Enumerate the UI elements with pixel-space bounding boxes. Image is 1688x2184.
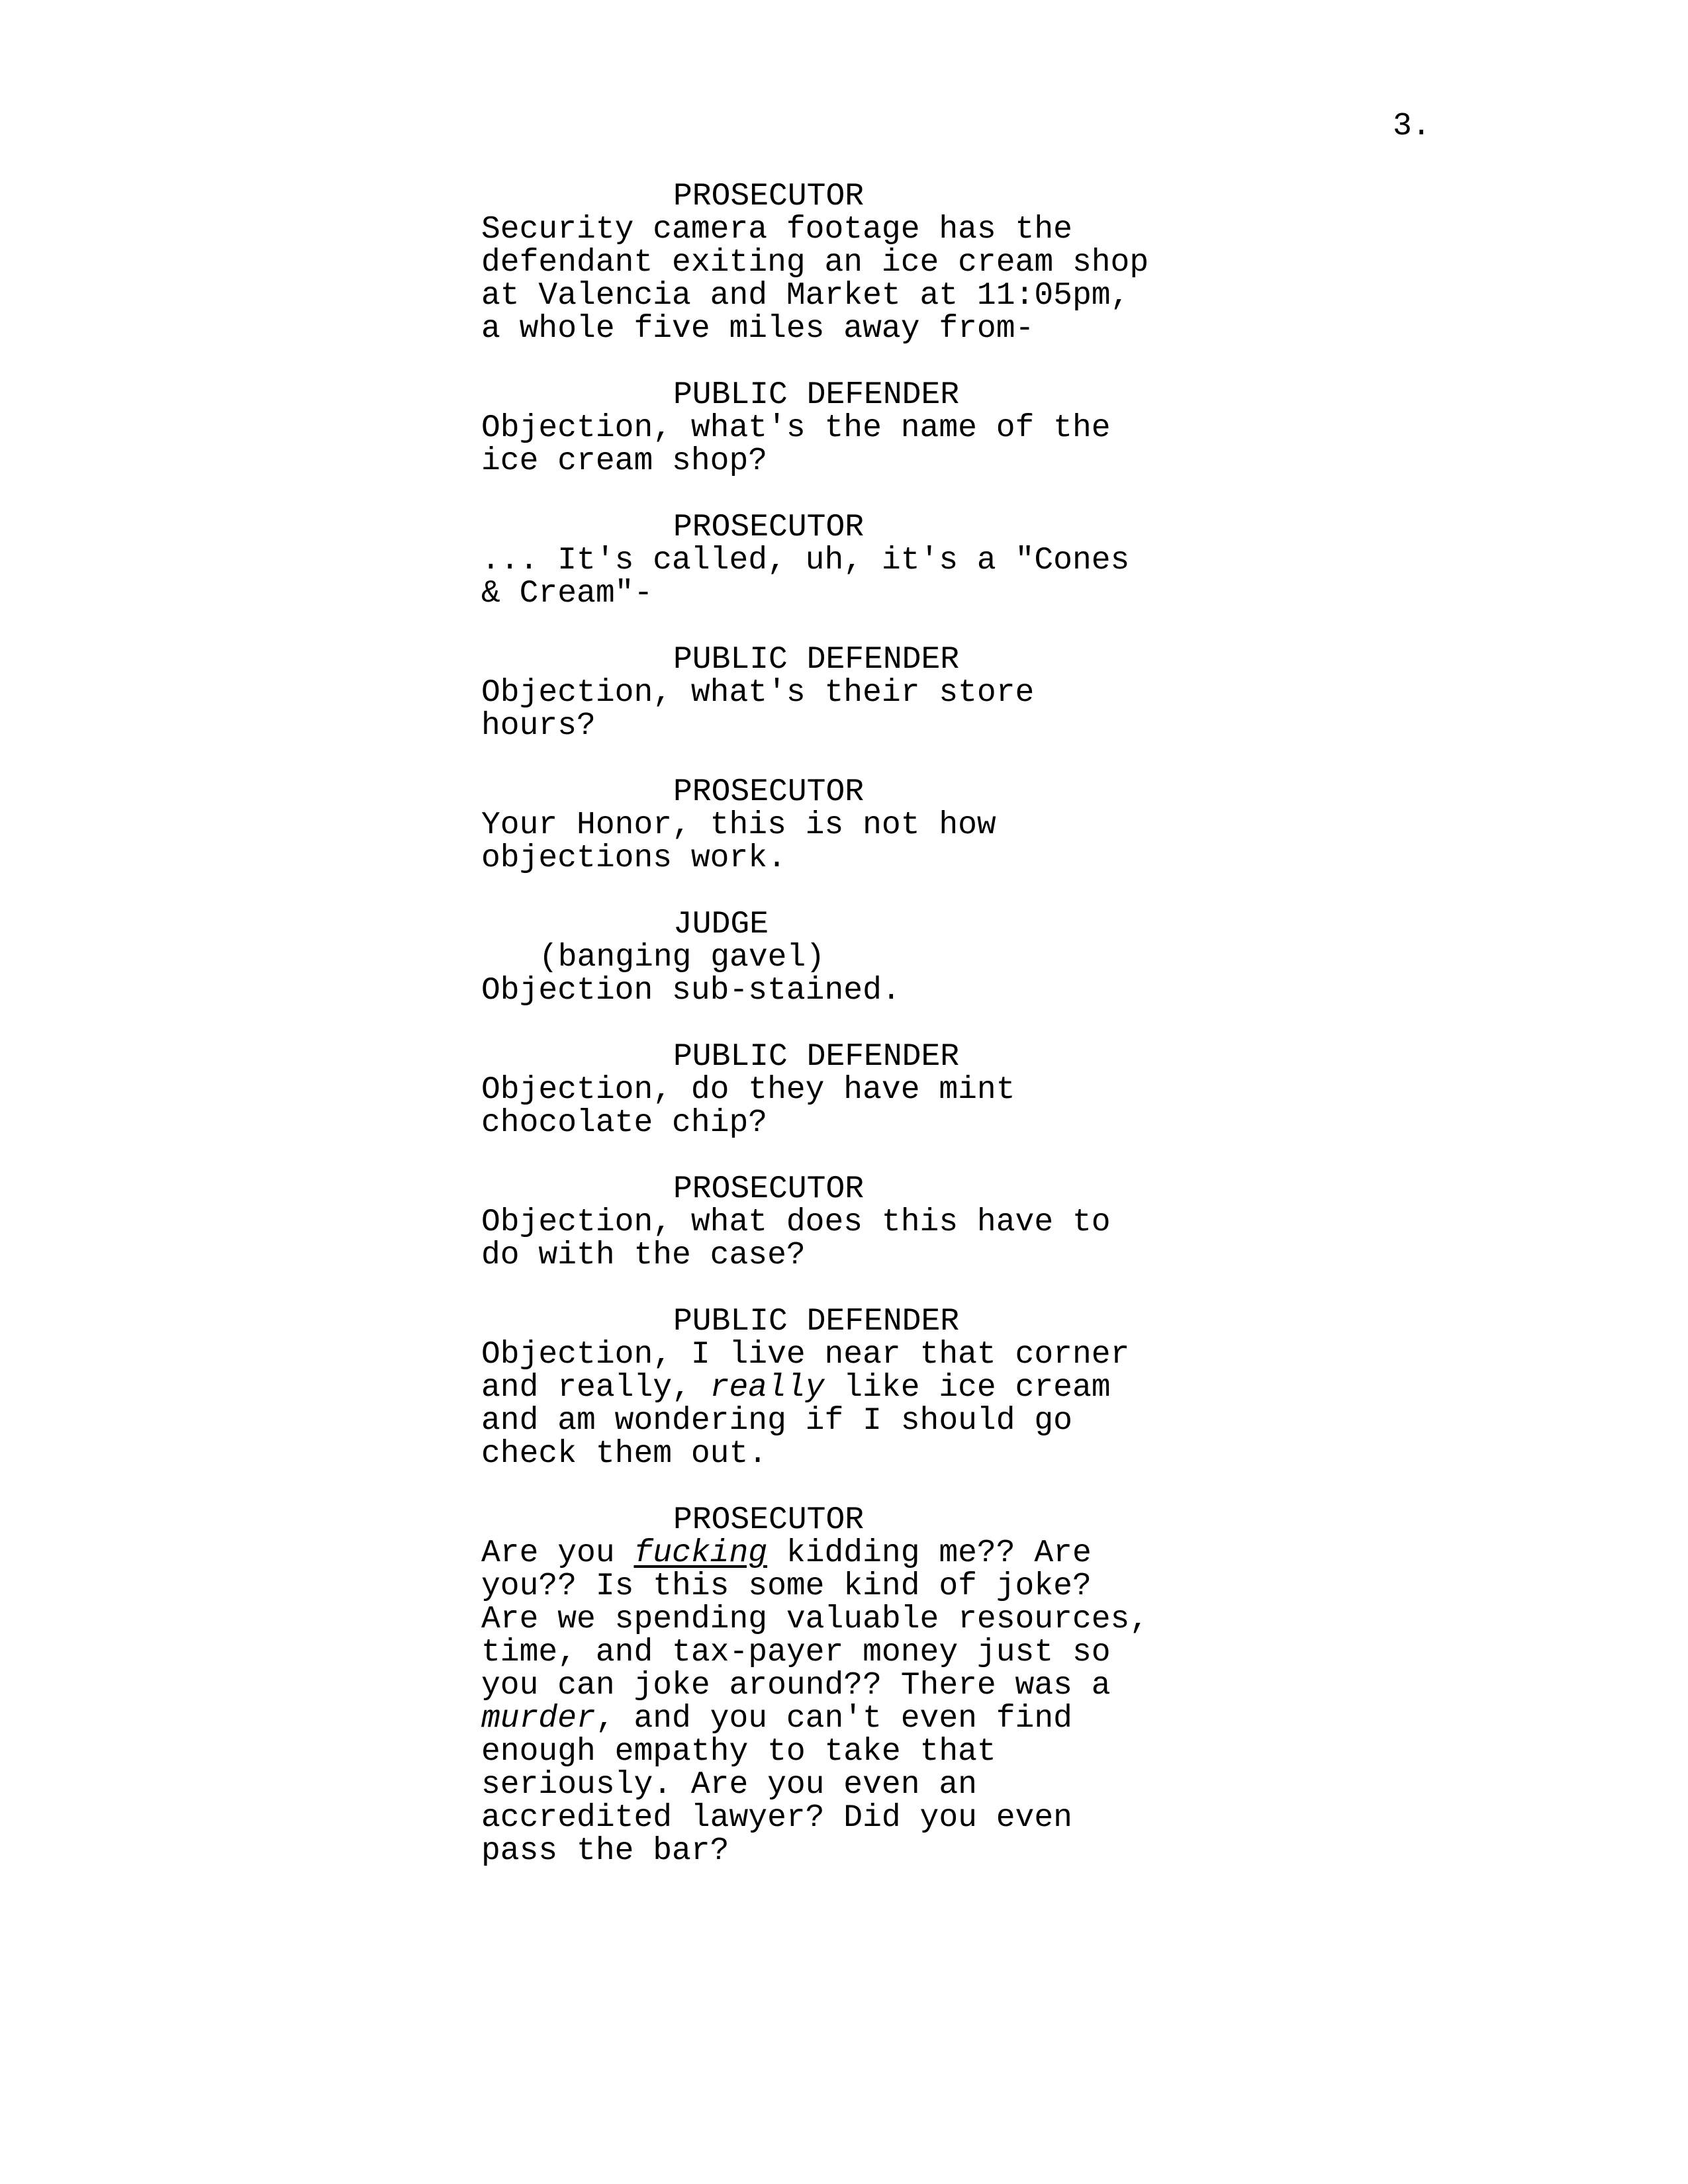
emphasized-text: really: [710, 1370, 825, 1406]
dialogue-text: Your Honor, this is not how: [481, 807, 996, 843]
dialogue-line: [481, 213, 1209, 246]
dialogue-text: time, and tax-payer money just so: [481, 1635, 1111, 1670]
dialogue-text: accredited lawyer? Did you even: [481, 1800, 1072, 1836]
dialogue-text: & Cream"-: [481, 576, 653, 612]
dialogue-line: [481, 1437, 1209, 1471]
dialogue-line: [481, 676, 1209, 709]
parenthetical: (banging gavel): [539, 940, 825, 976]
character-name: PROSECUTOR: [673, 1502, 865, 1538]
dialogue-text: Objection, what does this have to: [481, 1205, 1111, 1240]
dialogue-text: , and you can't even find: [595, 1701, 1072, 1737]
dialogue-line: [481, 1338, 1209, 1371]
dialogue-line: [481, 1702, 1209, 1735]
dialogue-text: Security camera footage has the: [481, 212, 1072, 248]
character-name: PUBLIC DEFENDER: [673, 642, 960, 678]
character-name: PROSECUTOR: [673, 1171, 865, 1207]
dialogue-block: [481, 776, 1209, 875]
character-name: PROSECUTOR: [673, 774, 865, 810]
dialogue-line: [481, 279, 1209, 312]
dialogue-line: [481, 312, 1209, 345]
dialogue-text: Objection, what's their store: [481, 675, 1035, 711]
dialogue-text: defendant exiting an ice cream shop: [481, 245, 1149, 281]
dialogue-block: [481, 1040, 1209, 1140]
dialogue-line: [481, 1768, 1209, 1801]
dialogue-line: [481, 1239, 1209, 1272]
dialogue-block: [481, 1305, 1209, 1471]
dialogue-block: [481, 379, 1209, 478]
dialogue-text: Are you: [481, 1535, 634, 1571]
dialogue-line: [481, 842, 1209, 875]
dialogue-line: [481, 544, 1209, 577]
character-name: PUBLIC DEFENDER: [673, 377, 960, 413]
dialogue-text: and am wondering if I should go: [481, 1403, 1072, 1439]
dialogue-text: ice cream shop?: [481, 443, 768, 479]
dialogue-text: Objection, what's the name of the: [481, 410, 1111, 446]
character-name: PROSECUTOR: [673, 179, 865, 214]
dialogue-block: [481, 511, 1209, 610]
dialogue-line: [481, 1537, 1209, 1570]
dialogue-block: [481, 1173, 1209, 1272]
character-name: PUBLIC DEFENDER: [673, 1304, 960, 1340]
dialogue-text: hours?: [481, 708, 596, 744]
dialogue-line: [481, 1835, 1209, 1868]
dialogue-block: [481, 1504, 1209, 1868]
emphasized-text: murder: [481, 1701, 596, 1737]
screenplay-body: [481, 180, 1209, 1868]
dialogue-line: [481, 1801, 1209, 1835]
emphasized-underlined-text: fucking: [633, 1535, 768, 1571]
dialogue-line: [481, 709, 1209, 743]
dialogue-line: [481, 1073, 1209, 1107]
character-name: JUDGE: [673, 907, 769, 942]
dialogue-line: [481, 577, 1209, 610]
dialogue-line: [481, 1603, 1209, 1636]
page-number: 3.: [1393, 109, 1431, 144]
dialogue-line: [481, 412, 1209, 445]
character-name: PUBLIC DEFENDER: [673, 1039, 960, 1075]
dialogue-text: chocolate chip?: [481, 1105, 768, 1141]
dialogue-text: ... It's called, uh, it's a "Cones: [481, 543, 1130, 578]
dialogue-text: enough empathy to take that: [481, 1734, 996, 1770]
dialogue-text: like ice cream: [824, 1370, 1111, 1406]
dialogue-block: [481, 643, 1209, 743]
dialogue-line: [481, 1570, 1209, 1603]
dialogue-line: [481, 1371, 1209, 1404]
dialogue-text: do with the case?: [481, 1238, 806, 1273]
dialogue-text: you?? Is this some kind of joke?: [481, 1569, 1092, 1604]
dialogue-text: Objection, do they have mint: [481, 1072, 1015, 1108]
dialogue-line: [481, 1206, 1209, 1239]
dialogue-text: and really,: [481, 1370, 710, 1406]
dialogue-block: [481, 180, 1209, 345]
dialogue-line: [481, 1107, 1209, 1140]
dialogue-line: [481, 974, 1209, 1007]
dialogue-text: objections work.: [481, 841, 786, 876]
dialogue-text: Are we spending valuable resources,: [481, 1602, 1149, 1637]
dialogue-block: [481, 908, 1209, 1007]
dialogue-text: check them out.: [481, 1436, 768, 1472]
dialogue-line: [481, 445, 1209, 478]
dialogue-text: you can joke around?? There was a: [481, 1668, 1111, 1704]
dialogue-text: Objection, I live near that corner: [481, 1337, 1130, 1373]
dialogue-line: [481, 1669, 1209, 1702]
dialogue-text: Objection sub-stained.: [481, 973, 901, 1009]
dialogue-line: [481, 1636, 1209, 1669]
dialogue-text: pass the bar?: [481, 1833, 729, 1869]
dialogue-line: [481, 1735, 1209, 1768]
dialogue-text: a whole five miles away from-: [481, 311, 1035, 347]
dialogue-text: seriously. Are you even an: [481, 1767, 977, 1803]
dialogue-text: kidding me?? Are: [767, 1535, 1092, 1571]
dialogue-line: [481, 1404, 1209, 1437]
dialogue-line: [481, 809, 1209, 842]
dialogue-line: [481, 246, 1209, 279]
dialogue-text: at Valencia and Market at 11:05pm,: [481, 278, 1130, 314]
character-name: PROSECUTOR: [673, 510, 865, 545]
